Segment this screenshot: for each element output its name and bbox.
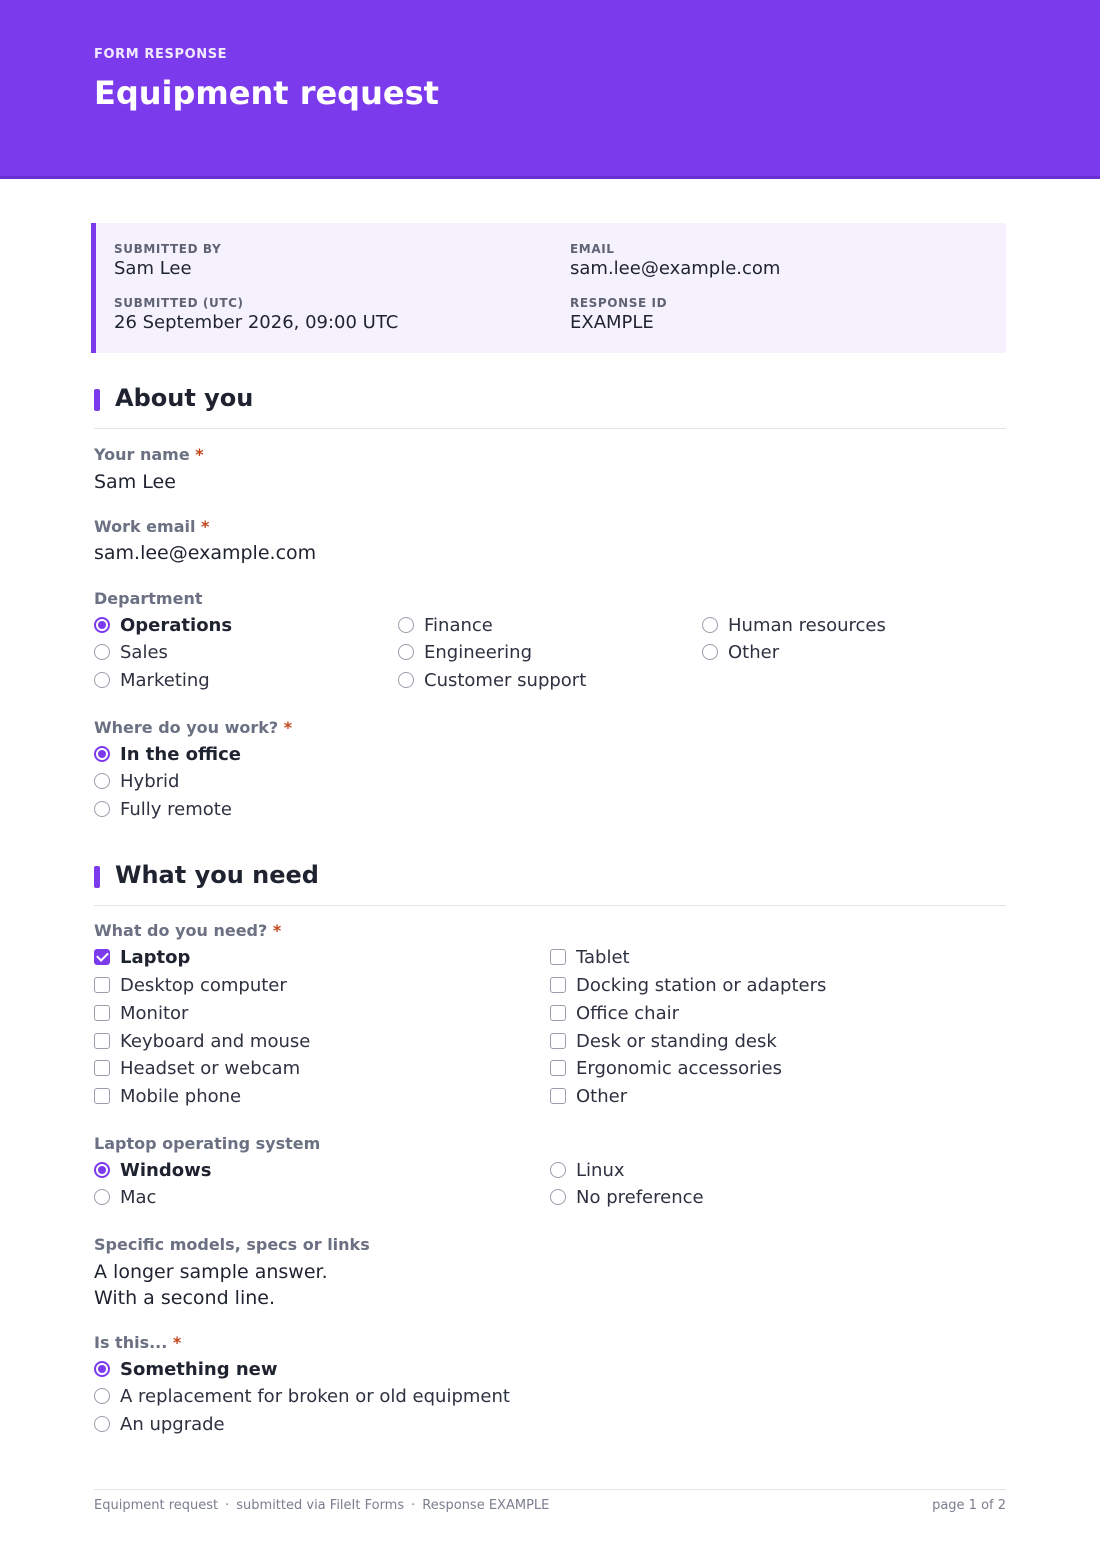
checkbox-icon <box>550 977 566 993</box>
laptop-os-option-linux[interactable]: Linux <box>550 1158 625 1182</box>
radio-selected-icon <box>94 746 110 762</box>
answer-name: Sam Lee <box>94 471 176 493</box>
question-label-specs: Specific models, specs or links <box>94 1235 370 1254</box>
radio-icon <box>94 1189 110 1205</box>
department-option-human-resources[interactable]: Human resources <box>702 613 886 637</box>
checkbox-icon <box>94 1033 110 1049</box>
department-option-marketing[interactable]: Marketing <box>94 668 210 692</box>
radio-selected-icon <box>94 1361 110 1377</box>
checkbox-icon <box>94 977 110 993</box>
meta-label: SUBMITTED BY <box>114 242 222 256</box>
answer-work-email: sam.lee@example.com <box>94 542 317 564</box>
meta-label: SUBMITTED (UTC) <box>114 296 244 310</box>
question-label-name: Your name * <box>94 445 204 464</box>
question-label-request-type: Is this... * <box>94 1333 182 1352</box>
meta-value: Sam Lee <box>114 258 192 279</box>
request-type-option-replacement[interactable]: A replacement for broken or old equipment <box>94 1384 510 1408</box>
footer-via: submitted via FileIt Forms <box>236 1498 405 1513</box>
answer-line: A longer sample answer. <box>94 1261 328 1283</box>
meta-value: sam.lee@example.com <box>570 258 781 279</box>
required-marker: * <box>195 445 204 464</box>
footer-form-name: Equipment request <box>94 1498 219 1513</box>
meta-submitted-by <box>114 242 221 280</box>
checkbox-icon <box>550 1060 566 1076</box>
radio-icon <box>550 1162 566 1178</box>
checkbox-icon <box>550 949 566 965</box>
department-option-sales[interactable]: Sales <box>94 640 168 664</box>
meta-label: RESPONSE ID <box>570 296 668 310</box>
radio-icon <box>702 617 718 633</box>
question-label-department: Department <box>94 589 203 608</box>
radio-icon <box>398 644 414 660</box>
work-location-option-hybrid[interactable]: Hybrid <box>94 769 179 793</box>
question-label-work-email: Work email * <box>94 517 210 536</box>
question-label-needs: What do you need? * <box>94 921 282 940</box>
answer-line: With a second line. <box>94 1287 275 1309</box>
footer-separator: · <box>225 1498 230 1513</box>
answer-specs <box>94 1259 328 1311</box>
department-option-operations[interactable]: Operations <box>94 613 232 637</box>
section-about-you <box>94 384 1006 429</box>
checkbox-icon <box>94 1060 110 1076</box>
section-what-you-need <box>94 861 1006 906</box>
footer-response: Response EXAMPLE <box>422 1498 550 1513</box>
checkbox-icon <box>94 1088 110 1104</box>
laptop-os-option-no-preference[interactable]: No preference <box>550 1185 704 1209</box>
department-option-other[interactable]: Other <box>702 640 779 664</box>
needs-option-tablet[interactable]: Tablet <box>550 945 630 969</box>
required-marker: * <box>283 718 293 737</box>
laptop-os-option-mac[interactable]: Mac <box>94 1185 156 1209</box>
needs-option-ergonomic[interactable]: Ergonomic accessories <box>550 1056 782 1080</box>
radio-icon <box>550 1189 566 1205</box>
needs-option-office-chair[interactable]: Office chair <box>550 1001 679 1025</box>
request-type-option-new[interactable]: Something new <box>94 1357 278 1381</box>
radio-icon <box>94 672 110 688</box>
department-option-engineering[interactable]: Engineering <box>398 640 532 664</box>
page-footer <box>94 1489 1006 1525</box>
radio-icon <box>398 672 414 688</box>
page-header <box>0 0 1100 179</box>
radio-icon <box>94 773 110 789</box>
footer-separator: · <box>411 1498 416 1513</box>
work-location-option-remote[interactable]: Fully remote <box>94 797 232 821</box>
section-accent-bar <box>94 389 100 411</box>
meta-response-id <box>570 296 667 334</box>
request-type-option-upgrade[interactable]: An upgrade <box>94 1412 225 1436</box>
required-marker: * <box>201 517 210 536</box>
page-number: page 1 of 2 <box>932 1498 1006 1513</box>
laptop-os-option-windows[interactable]: Windows <box>94 1158 211 1182</box>
section-title: What you need <box>115 861 319 889</box>
radio-icon <box>398 617 414 633</box>
checkbox-icon <box>550 1033 566 1049</box>
header-kicker: FORM RESPONSE <box>94 47 228 62</box>
checkbox-icon <box>550 1088 566 1104</box>
needs-option-monitor[interactable]: Monitor <box>94 1001 188 1025</box>
checkbox-icon <box>550 1005 566 1021</box>
section-accent-bar <box>94 866 100 888</box>
needs-option-docking[interactable]: Docking station or adapters <box>550 973 826 997</box>
section-title: About you <box>115 384 254 412</box>
radio-icon <box>94 644 110 660</box>
needs-option-headset-webcam[interactable]: Headset or webcam <box>94 1056 300 1080</box>
needs-option-keyboard-mouse[interactable]: Keyboard and mouse <box>94 1029 310 1053</box>
radio-icon <box>94 1388 110 1404</box>
question-label-laptop-os: Laptop operating system <box>94 1134 321 1153</box>
needs-option-desktop[interactable]: Desktop computer <box>94 973 287 997</box>
department-option-customer-support[interactable]: Customer support <box>398 668 586 692</box>
meta-email <box>570 242 780 280</box>
work-location-option-office[interactable]: In the office <box>94 742 241 766</box>
meta-value: 26 September 2026, 09:00 UTC <box>114 312 399 333</box>
meta-label: EMAIL <box>570 242 615 256</box>
department-option-finance[interactable]: Finance <box>398 613 493 637</box>
needs-option-mobile-phone[interactable]: Mobile phone <box>94 1084 241 1108</box>
needs-option-desk[interactable]: Desk or standing desk <box>550 1029 777 1053</box>
radio-icon <box>94 801 110 817</box>
page-title: Equipment request <box>94 74 439 112</box>
required-marker: * <box>172 1333 182 1352</box>
footer-info <box>94 1498 549 1513</box>
radio-selected-icon <box>94 617 110 633</box>
meta-submitted-utc <box>114 296 398 334</box>
required-marker: * <box>272 921 282 940</box>
checkbox-icon <box>94 1005 110 1021</box>
radio-icon <box>702 644 718 660</box>
needs-option-laptop[interactable]: Laptop <box>94 945 190 969</box>
submission-meta-panel <box>91 223 1006 353</box>
question-label-work-location: Where do you work? * <box>94 718 293 737</box>
needs-option-other[interactable]: Other <box>550 1084 627 1108</box>
radio-selected-icon <box>94 1162 110 1178</box>
checkbox-checked-icon <box>94 949 110 965</box>
radio-icon <box>94 1416 110 1432</box>
meta-value: EXAMPLE <box>570 312 654 333</box>
